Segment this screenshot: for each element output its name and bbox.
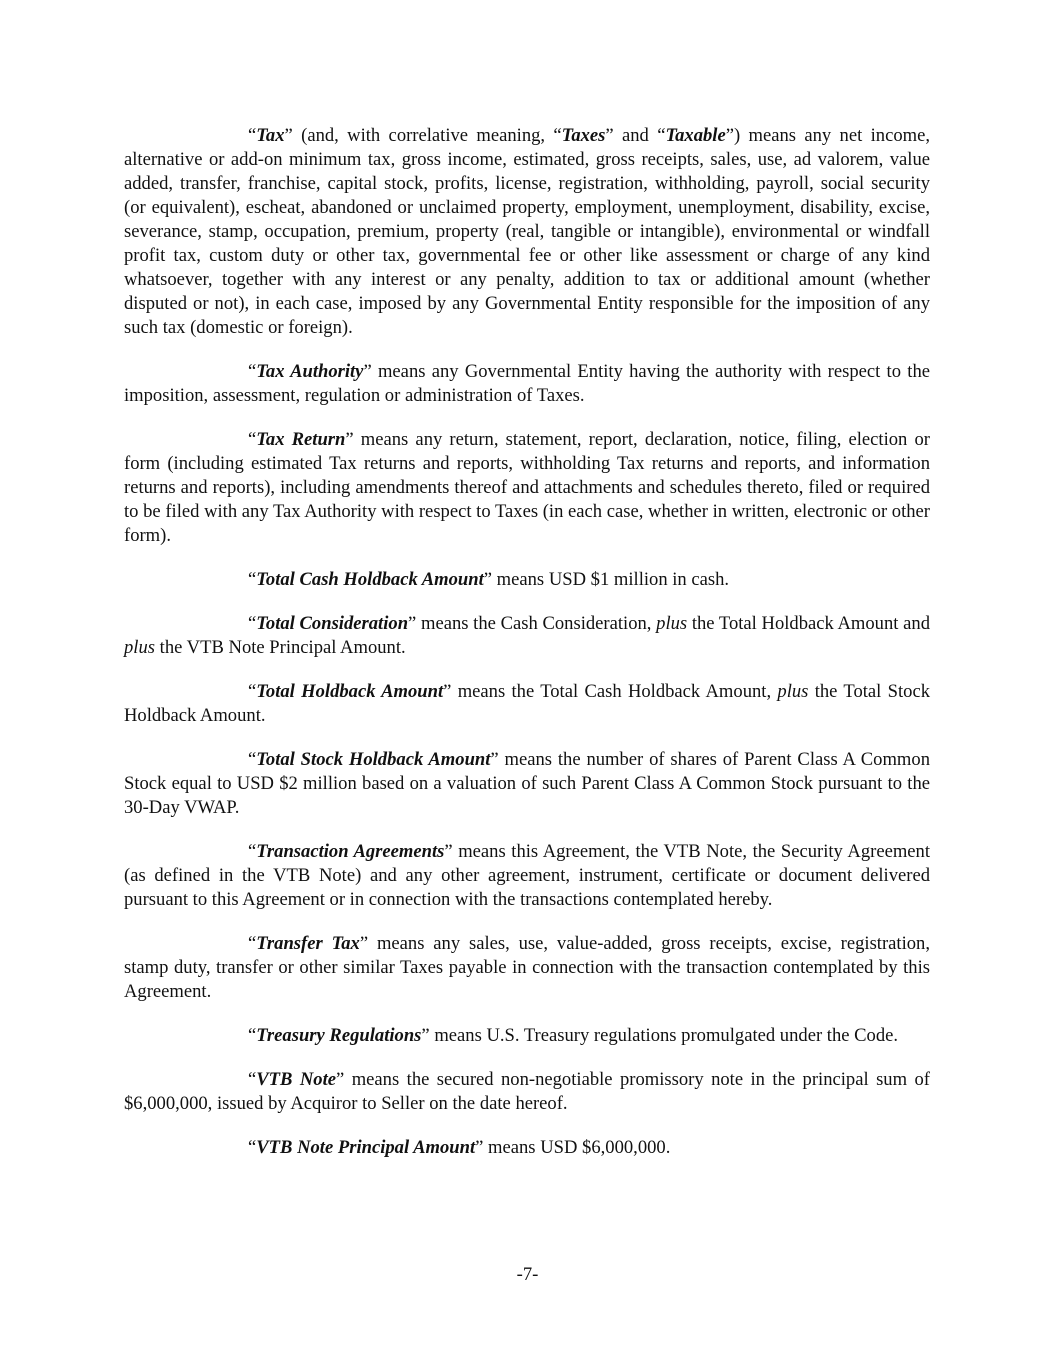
definition-transaction-agreements: “Transaction Agreements” means this Agreement, the VTB Note, the Security Agreement (as defined in the VTB Note) and any other agreement, instrument, certificate or document delivered pursuant to this Agreement or in connection with the transactions contemplated hereby. — [124, 841, 931, 910]
definition-total-consideration: “Total Consideration” means the Cash Consideration, plus the Total Holdback Amount and plus the VTB Note Principal Amount. — [124, 613, 930, 658]
definition-total-holdback-amount: “Total Holdback Amount” means the Total Cash Holdback Amount, plus the Total Stock Holdback Amount. — [124, 681, 930, 726]
definition-vtb-note: “VTB Note” means the secured non-negotiable promissory note in the principal sum of $6,000,000, issued by Acquiror to Seller on the date hereof. — [124, 1069, 930, 1114]
definition-vtb-note-principal-amount: “VTB Note Principal Amount” means USD $6,000,000. — [248, 1137, 671, 1158]
definition-tax: “Tax” (and, with correlative meaning, “Taxes” and “Taxable”) means any net income, alternative or add-on minimum tax, gross income, estimated, gross receipts, sales, use, ad valorem, value added, transfer, franchise, capital stock, profits, license, registration, withholding, payroll, social security (or equivalent), escheat, abandoned or unclaimed property, employment, unemployment, disability, excise, severance, stamp, occupation, premium, property (real, tangible or intangible), environmental or windfall profit tax, custom duty or other tax, governmental fee or other like assessment or charge of any kind whatsoever, together with any interest or any penalty, addition to tax or additional amount (whether disputed or not), in each case, imposed by any Governmental Entity responsible for the imposition of any such tax (domestic or foreign). — [124, 125, 930, 338]
definition-total-cash-holdback-amount: “Total Cash Holdback Amount” means USD $1 million in cash. — [248, 569, 730, 590]
definitions-list — [124, 124, 930, 1180]
defined-term: Tax Authority — [256, 361, 364, 382]
defined-term: Total Holdback Amount — [256, 681, 444, 702]
defined-term: Transfer Tax — [256, 933, 360, 954]
page-number: -7- — [516, 1264, 539, 1285]
defined-term: VTB Note Principal Amount — [256, 1137, 476, 1158]
defined-term: Tax — [256, 125, 285, 146]
definition-transfer-tax: “Transfer Tax” means any sales, use, value-added, gross receipts, excise, registration, stamp duty, transfer or other similar Taxes payable in connection with the transaction contemplated by this Agreement. — [124, 933, 930, 1002]
defined-term: Taxes — [561, 125, 606, 146]
defined-term: VTB Note — [256, 1069, 337, 1090]
defined-term: Total Cash Holdback Amount — [256, 569, 484, 590]
definition-treasury-regulations: “Treasury Regulations” means U.S. Treasury regulations promulgated under the Code. — [248, 1025, 899, 1046]
definition-tax-authority: “Tax Authority” means any Governmental Entity having the authority with respect to the imposition, assessment, regulation or administration of Taxes. — [124, 361, 930, 406]
definition-tax-return: “Tax Return” means any return, statement, report, declaration, notice, filing, election or form (including estimated Tax returns and reports, withholding Tax returns and reports, and information returns and reports), including amendments thereof and attachments and schedules thereto, filed or required to be filed with any Tax Authority with respect to Taxes (in each case, whether in written, electronic or other form). — [124, 429, 930, 546]
defined-term: Taxable — [665, 125, 726, 146]
definition-total-stock-holdback-amount: “Total Stock Holdback Amount” means the number of shares of Parent Class A Common Stock equal to USD $2 million based on a valuation of such Parent Class A Common Stock pursuant to the 30-Day VWAP. — [124, 749, 930, 818]
defined-term: Tax Return — [256, 429, 346, 450]
defined-term: Total Stock Holdback Amount — [256, 749, 491, 770]
defined-term: Treasury Regulations — [256, 1025, 422, 1046]
defined-term: Transaction Agreements — [256, 841, 445, 862]
defined-term: Total Consideration — [256, 613, 409, 634]
